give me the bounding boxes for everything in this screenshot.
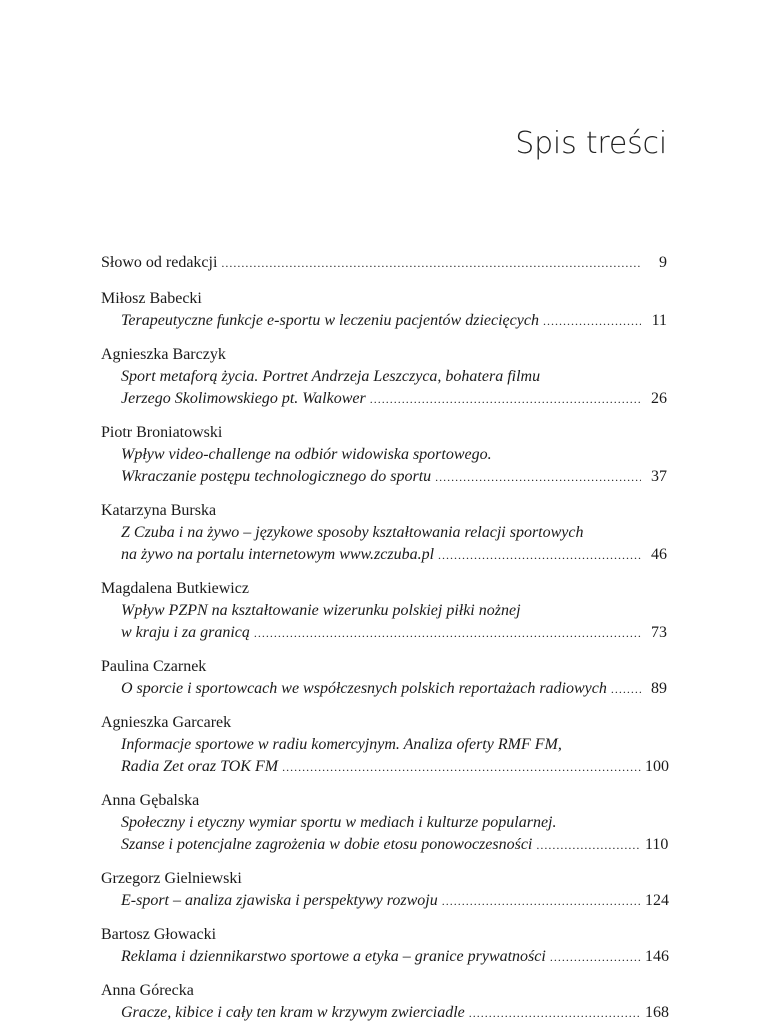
- dot-leader: [611, 678, 641, 700]
- toc-title-line: [121, 310, 667, 332]
- toc-page-number: 100: [645, 758, 669, 775]
- toc-title-line: Z Czuba i na żywo – językowe sposoby kształtowania relacji sportowych: [121, 524, 584, 541]
- toc-entry-foreword[interactable]: [101, 252, 667, 274]
- toc-page-number: 26: [651, 390, 667, 407]
- toc-page-number: 11: [651, 312, 667, 329]
- toc-author: Agnieszka Garcarek: [101, 714, 232, 731]
- dot-leader: [550, 946, 641, 968]
- toc-author: Miłosz Babecki: [101, 290, 202, 307]
- toc-title-text: na żywo na portalu internetowym www.zczuba.pl: [121, 546, 435, 563]
- toc-title-line: [121, 678, 667, 700]
- toc-page-number: 168: [645, 1004, 669, 1021]
- dot-leader: [221, 252, 641, 274]
- toc-title-line: Wpływ video-challenge na odbiór widowiska sportowego.: [121, 446, 492, 463]
- toc-title-line: [121, 388, 667, 410]
- toc-title-line: Społeczny i etyczny wymiar sportu w mediach i kulturze popularnej.: [121, 814, 557, 831]
- dot-leader: [469, 1002, 641, 1024]
- toc-title-text: Terapeutyczne funkcje e-sportu w leczeniu pacjentów dziecięcych: [121, 312, 539, 329]
- toc-title-line: Sport metaforą życia. Portret Andrzeja Leszczyca, bohatera filmu: [121, 368, 541, 385]
- toc-title-line: [121, 890, 667, 912]
- dot-leader: [435, 466, 641, 488]
- toc-page-number: 9: [659, 254, 667, 271]
- table-of-contents: [101, 252, 667, 1036]
- toc-entry[interactable]: [101, 868, 667, 912]
- toc-entry[interactable]: [101, 924, 667, 968]
- toc-title-text: Radia Zet oraz TOK FM: [121, 758, 279, 775]
- toc-title-text: Gracze, kibice i cały ten kram w krzywym zwierciadle: [121, 1004, 465, 1021]
- toc-title-line: [121, 834, 667, 856]
- toc-title-line: Wpływ PZPN na kształtowanie wizerunku polskiej piłki nożnej: [121, 602, 521, 619]
- dot-leader: [254, 622, 641, 644]
- page-title: Spis treści: [515, 126, 667, 161]
- toc-entry[interactable]: [101, 980, 667, 1024]
- toc-author: Paulina Czarnek: [101, 658, 207, 675]
- toc-title-text: O sporcie i sportowcach we współczesnych polskich reportażach radiowych: [121, 680, 607, 697]
- toc-author: Katarzyna Burska: [101, 502, 217, 519]
- toc-title-line: Informacje sportowe w radiu komercyjnym. Analiza oferty RMF FM,: [121, 736, 562, 753]
- toc-title-line: [121, 946, 667, 968]
- dot-leader: [536, 834, 641, 856]
- toc-title-text: E-sport – analiza zjawiska i perspektywy rozwoju: [121, 892, 438, 909]
- dot-leader: [370, 388, 641, 410]
- toc-title-text: Szanse i potencjalne zagrożenia w dobie etosu ponowoczesności: [121, 836, 533, 853]
- toc-page-number: 73: [651, 624, 667, 641]
- toc-entry[interactable]: [101, 422, 667, 488]
- toc-entry[interactable]: [101, 578, 667, 644]
- toc-page-number: 146: [645, 948, 669, 965]
- toc-page-number: 124: [645, 892, 669, 909]
- toc-author: Agnieszka Barczyk: [101, 346, 226, 363]
- dot-leader: [438, 544, 641, 566]
- toc-title-line: [121, 756, 667, 778]
- toc-title-text: w kraju i za granicą: [121, 624, 250, 641]
- toc-entry[interactable]: [101, 344, 667, 410]
- toc-page-number: 110: [645, 836, 669, 853]
- toc-page-number: 89: [651, 680, 667, 697]
- dot-leader: [543, 310, 641, 332]
- toc-author: Anna Gębalska: [101, 792, 200, 809]
- toc-title-text: Jerzego Skolimowskiego pt. Walkower: [121, 390, 366, 407]
- toc-entry-title: Słowo od redakcji: [101, 254, 218, 271]
- toc-entry[interactable]: [101, 656, 667, 700]
- toc-entry[interactable]: [101, 790, 667, 856]
- toc-author: Grzegorz Gielniewski: [101, 870, 242, 887]
- toc-title-line: [121, 544, 667, 566]
- toc-title-text: Wkraczanie postępu technologicznego do sportu: [121, 468, 432, 485]
- toc-author: Anna Górecka: [101, 982, 194, 999]
- toc-author: Magdalena Butkiewicz: [101, 580, 249, 597]
- toc-author: Bartosz Głowacki: [101, 926, 217, 943]
- dot-leader: [442, 890, 641, 912]
- dot-leader: [282, 756, 641, 778]
- toc-page-number: 37: [651, 468, 667, 485]
- toc-title-line: [121, 622, 667, 644]
- toc-page-number: 46: [651, 546, 667, 563]
- toc-title-line: [121, 1002, 667, 1024]
- toc-entry[interactable]: [101, 712, 667, 778]
- toc-entry[interactable]: [101, 288, 667, 332]
- toc-title-line: [121, 466, 667, 488]
- toc-title-text: Reklama i dziennikarstwo sportowe a etyka – granice prywatności: [121, 948, 546, 965]
- toc-entry[interactable]: [101, 500, 667, 566]
- toc-author: Piotr Broniatowski: [101, 424, 223, 441]
